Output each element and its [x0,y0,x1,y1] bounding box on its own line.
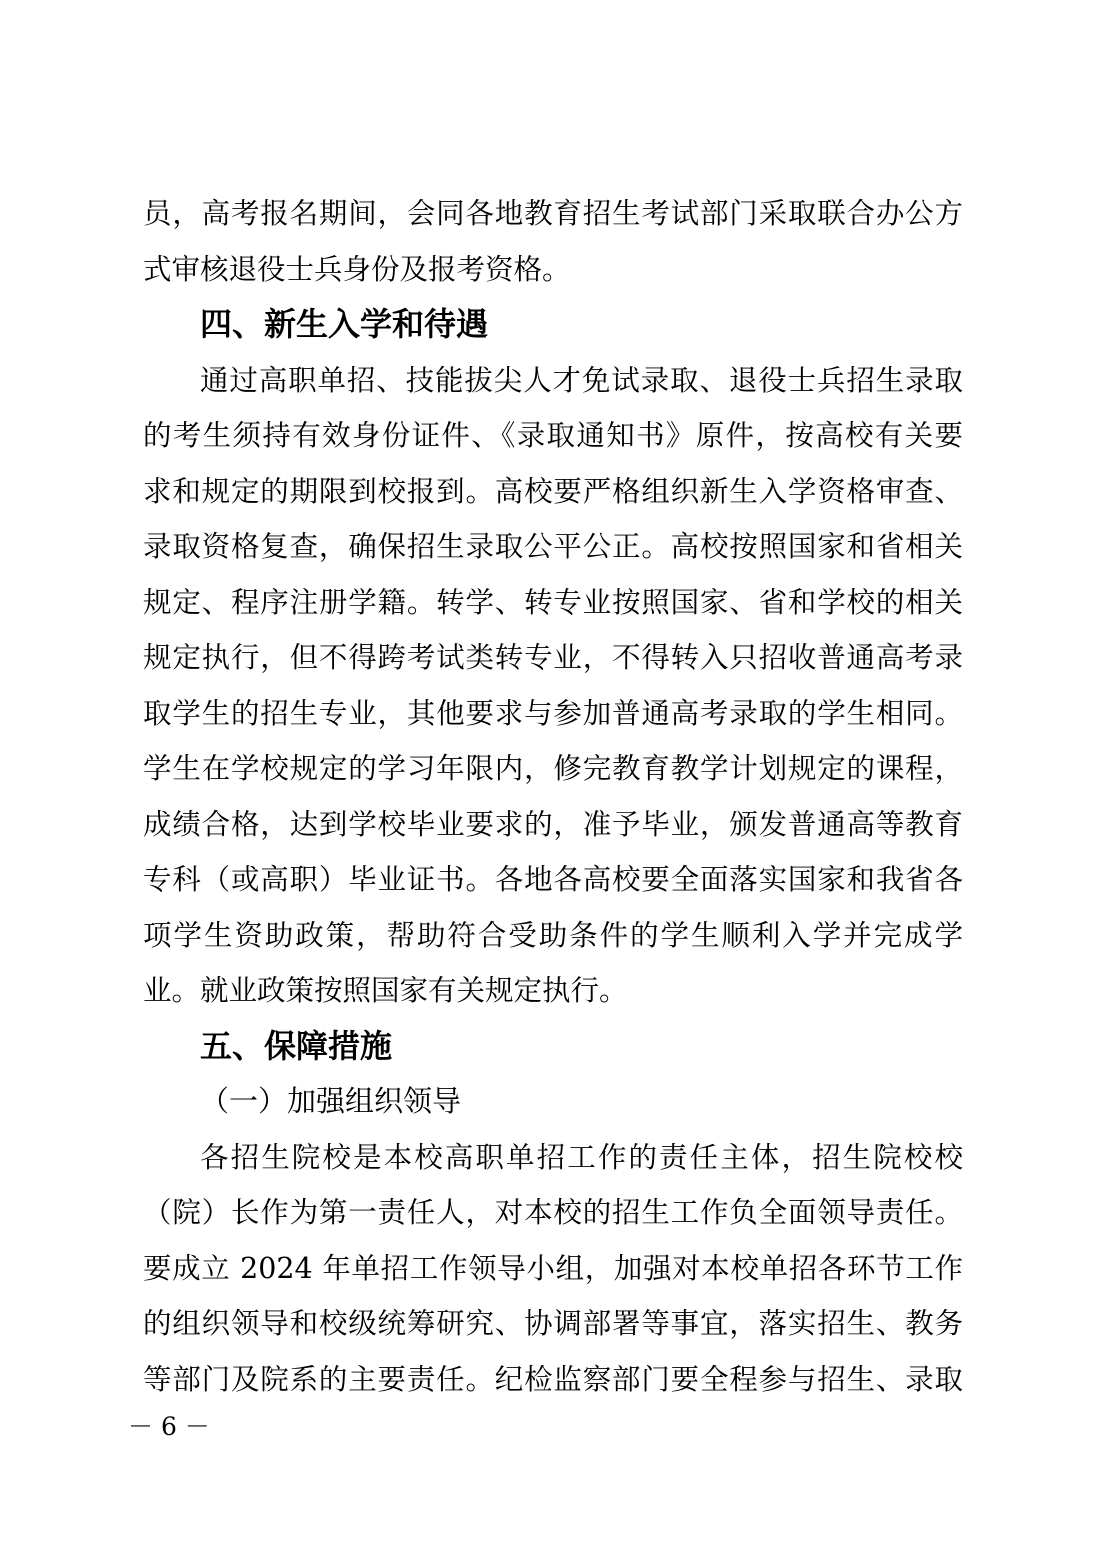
body-line: 录取资格复查，确保招生录取公平公正。高校按照国家和省相关 [143,530,963,563]
body-line: （院）长作为第一责任人，对本校的招生工作负全面领导责任。 [143,1196,963,1229]
body-line: 员，高考报名期间，会同各地教育招生考试部门采取联合办公方 [143,197,963,230]
document-page [143,186,963,1407]
body-line: 规定、程序注册学籍。转学、转专业按照国家、省和学校的相关 [143,585,963,619]
body-line: 规定执行，但不得跨考试类转专业，不得转入只招收普通高考录 [143,641,963,674]
body-line: 学生在学校规定的学习年限内，修完教育教学计划规定的课程， [143,752,963,785]
body-line: 成绩合格，达到学校毕业要求的，准予毕业，颁发普通高等教育 [143,807,963,841]
body-line: 的考生须持有效身份证件、《录取通知书》原件，按高校有关要 [143,419,963,452]
body-line: 等部门及院系的主要责任。纪检监察部门要全程参与招生、录取 [143,1362,963,1396]
body-line: 取学生的招生专业，其他要求与参加普通高考录取的学生相同。 [143,696,963,730]
body-line: 的组织领导和校级统筹研究、协调部署等事宜，落实招生、教务 [143,1307,963,1340]
body-line: 各招生院校是本校高职单招工作的责任主体，招生院校校 [200,1140,963,1174]
body-line: 通过高职单招、技能拔尖人才免试录取、退役士兵招生录取 [200,363,963,397]
body-line: 业。就业政策按照国家有关规定执行。 [143,974,628,1007]
subsection-heading-5-1: （一）加强组织领导 [200,1084,462,1118]
section-heading-4: 四、新生入学和待遇 [200,305,489,343]
body-line: 专科（或高职）毕业证书。各地各高校要全面落实国家和我省各 [143,863,963,896]
page-number: － 6 － [128,1412,210,1441]
body-line: 项学生资助政策，帮助符合受助条件的学生顺利入学并完成学 [143,918,963,952]
body-line: 求和规定的期限到校报到。高校要严格组织新生入学资格审查、 [143,474,963,508]
body-line: 式审核退役士兵身份及报考资格。 [143,252,571,286]
body-line: 要成立 2024 年单招工作领导小组，加强对本校单招各环节工作 [143,1251,963,1285]
section-heading-5: 五、保障措施 [200,1026,393,1065]
